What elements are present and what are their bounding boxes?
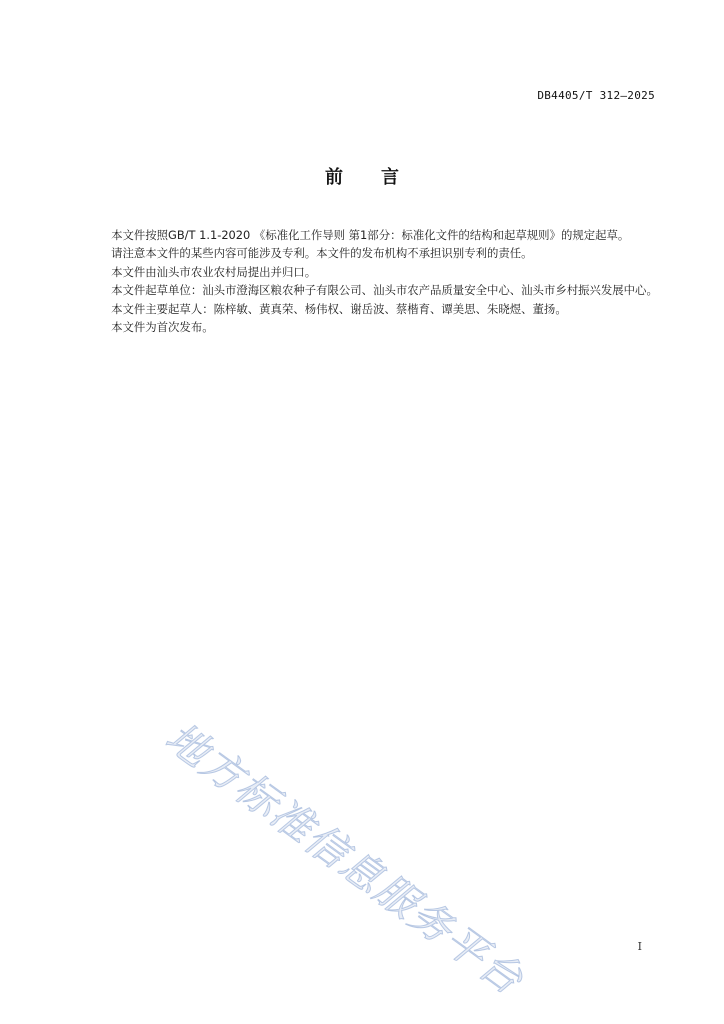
foreword-body xyxy=(86,226,658,336)
paragraph-drafting-units: 本文件起草单位：汕头市澄海区粮农种子有限公司、汕头市农产品质量安全中心、汕头市乡村振兴发展中心。 xyxy=(111,283,658,298)
paragraph-first-release: 本文件为首次发布。 xyxy=(111,320,214,335)
paragraph-proposer: 本文件由汕头市农业农村局提出并归口。 xyxy=(111,264,317,279)
paragraph-standard-basis: 本文件按照GB/T 1.1-2020 《标准化工作导则 第1部分：标准化文件的结构和起草规则》的规定起草。 xyxy=(111,228,630,242)
page-title: 前言 xyxy=(325,167,437,188)
paragraph-patent-notice: 请注意本文件的某些内容可能涉及专利。本文件的发布机构不承担识别专利的责任。 xyxy=(111,246,533,261)
page-number: I xyxy=(637,940,642,953)
watermark: 地方标准信息服务平台 xyxy=(156,712,533,1005)
paragraph-drafters: 本文件主要起草人：陈梓敏、黄真荣、杨伟权、谢岳波、蔡楷育、谭美思、朱晓煜、董扬。 xyxy=(111,301,567,316)
document-code: DB4405/T 312—2025 xyxy=(537,89,655,102)
